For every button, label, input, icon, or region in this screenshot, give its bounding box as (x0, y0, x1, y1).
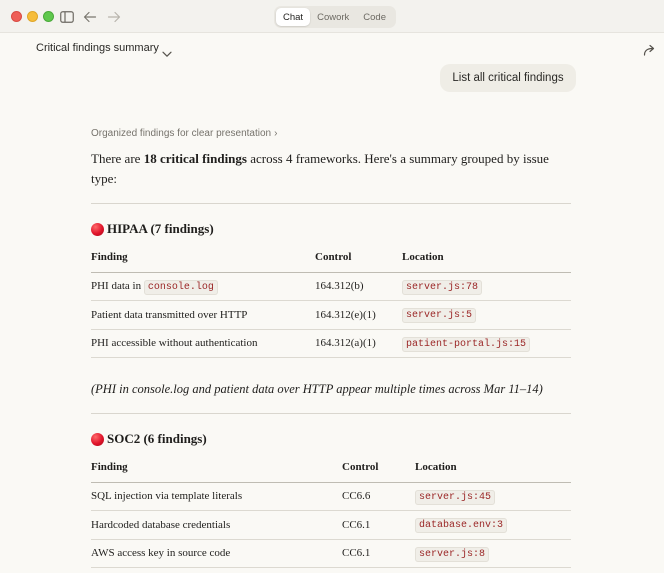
table-header-row (91, 452, 571, 482)
sidebar-toggle-icon[interactable] (59, 9, 75, 25)
column-header-control: Control (315, 242, 402, 272)
divider (91, 413, 571, 414)
intro-suffix: across 4 frameworks. Here's a summary grouped by issue type: (91, 151, 549, 186)
column-header-location: Location (415, 452, 571, 482)
location-code: server.js:78 (402, 280, 482, 295)
table-row (91, 329, 571, 358)
assistant-response (91, 120, 571, 568)
red-circle-icon (91, 433, 104, 446)
finding-cell (91, 272, 315, 301)
finding-cell: Patient data transmitted over HTTP (91, 301, 315, 330)
forward-arrow-icon[interactable] (106, 9, 122, 25)
location-code: server.js:8 (415, 547, 489, 562)
intro-bold: 18 critical findings (143, 151, 247, 166)
column-header-finding: Finding (91, 452, 342, 482)
control-cell: CC6.1 (342, 539, 415, 568)
control-cell: 164.312(a)(1) (315, 329, 402, 358)
hipaa-note: (PHI in console.log and patient data over HTTP appear multiple times across Mar 11–14) (91, 382, 543, 396)
response-intro (91, 149, 561, 189)
location-cell (402, 301, 571, 330)
share-icon[interactable] (643, 43, 656, 61)
column-header-location: Location (402, 242, 571, 272)
tab-chat[interactable]: Chat (276, 8, 310, 26)
finding-cell: SQL injection via template literals (91, 482, 342, 511)
finding-cell: PHI accessible without authentication (91, 329, 315, 358)
section-title: SOC2 (6 findings) (107, 431, 207, 446)
location-cell (415, 511, 571, 540)
table-row (91, 539, 571, 568)
location-code: database.env:3 (415, 518, 507, 533)
control-cell: 164.312(b) (315, 272, 402, 301)
section-heading-hipaa (91, 220, 571, 238)
finding-text: PHI data in (91, 279, 144, 292)
location-cell (402, 329, 571, 358)
conversation-title[interactable]: Critical findings summary (36, 42, 159, 54)
finding-code: console.log (144, 280, 218, 295)
finding-cell: Hardcoded database credentials (91, 511, 342, 540)
column-header-finding: Finding (91, 242, 315, 272)
maximize-window-button[interactable] (43, 11, 54, 22)
mode-switcher (274, 6, 396, 28)
section-title: HIPAA (7 findings) (107, 221, 214, 236)
section-heading-soc2 (91, 430, 571, 448)
control-cell: CC6.1 (342, 511, 415, 540)
location-cell (415, 539, 571, 568)
soc2-findings-table (91, 452, 571, 568)
location-code: server.js:45 (415, 490, 495, 505)
chevron-right-icon: › (274, 128, 278, 139)
red-circle-icon (91, 223, 104, 236)
minimize-window-button[interactable] (27, 11, 38, 22)
column-header-control: Control (342, 452, 415, 482)
intro-prefix: There are (91, 151, 144, 166)
location-code: server.js:5 (402, 308, 476, 323)
back-arrow-icon[interactable] (82, 9, 98, 25)
table-row (91, 511, 571, 540)
table-row (91, 482, 571, 511)
tab-cowork[interactable]: Cowork (317, 11, 350, 23)
location-code: patient-portal.js:15 (402, 337, 530, 352)
thinking-label: Organized findings for clear presentation (91, 128, 272, 139)
chevron-down-icon[interactable] (162, 45, 172, 63)
table-header-row (91, 242, 571, 272)
location-cell (415, 482, 571, 511)
table-row (91, 272, 571, 301)
thinking-summary[interactable] (91, 128, 571, 140)
table-row (91, 301, 571, 330)
tab-code[interactable]: Code (363, 11, 386, 23)
conversation-header (0, 33, 664, 65)
hipaa-findings-table (91, 242, 571, 358)
user-message-bubble: List all critical findings (440, 64, 576, 92)
control-cell: CC6.6 (342, 482, 415, 511)
divider (91, 203, 571, 204)
close-window-button[interactable] (11, 11, 22, 22)
location-cell (402, 272, 571, 301)
control-cell: 164.312(e)(1) (315, 301, 402, 330)
finding-cell: AWS access key in source code (91, 539, 342, 568)
title-bar (0, 0, 664, 33)
